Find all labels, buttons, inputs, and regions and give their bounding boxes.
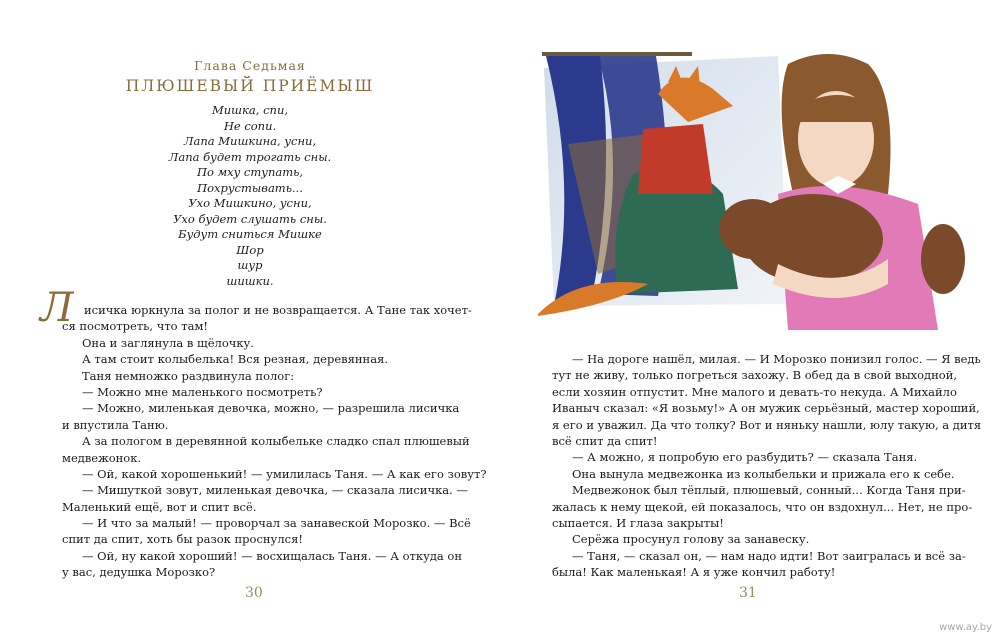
poem-line: Лапа Мишкина, усни, bbox=[183, 134, 317, 148]
text-line: А за пологом в деревянной колыбельке сладко спал плюшевый bbox=[82, 434, 470, 449]
text-line: спит да спит, хоть бы разок проснулся! bbox=[62, 532, 303, 547]
curtain-rod bbox=[542, 52, 692, 56]
text-line: — На дороге нашёл, милая. — И Морозко понизил голос. — Я ведь bbox=[572, 352, 981, 366]
text-line: — И что за малый! — проворчал за занавеской Морозко. — Всё bbox=[82, 516, 471, 531]
text-line: Медвежонок был тёплый, плюшевый, сонный... Когда Таня при- bbox=[572, 483, 966, 498]
text-line: Таня немножко раздвинула полог: bbox=[82, 368, 295, 383]
page-number-left: 30 bbox=[245, 585, 263, 601]
poem-line: Мишка, спи, bbox=[211, 103, 289, 117]
text-line: Маленький ещё, вот и спит всё. bbox=[62, 499, 257, 514]
text-line: Она и заглянула в щёлочку. bbox=[82, 335, 254, 350]
text-line: и впустила Таню. bbox=[62, 417, 169, 432]
illustration-fox-and-girl-with-bear bbox=[538, 44, 964, 330]
first-line-text: исичка юркнула за полог и не возвращается. А Тане так хочет- bbox=[84, 303, 472, 317]
text-line: А там стоит колыбелька! Вся резная, деревянная. bbox=[82, 352, 388, 367]
text-line: жалась к нему щекой, ей показалось, что он вздохнул... Нет, не про- bbox=[552, 499, 973, 514]
text-line: сыпается. И глаза закрыты! bbox=[552, 515, 724, 530]
chapter-title: ПЛЮШЕВЫЙ ПРИЁМЫШ bbox=[125, 77, 375, 95]
text-line: была! Как маленькая! А я уже кончил работу! bbox=[552, 565, 836, 580]
text-line: — А можно, я попробую его разбудить? — сказала Таня. bbox=[572, 450, 918, 465]
poem-line: Будут сниться Мишке bbox=[178, 227, 322, 241]
poem-line: По мху ступать, bbox=[196, 165, 304, 179]
text-line: медвежонок. bbox=[62, 450, 142, 465]
poem-line: Не сопи. bbox=[223, 118, 277, 133]
poem-line: Ухо будет слушать сны. bbox=[173, 211, 327, 226]
text-line: — Можно мне маленького посмотреть? bbox=[82, 384, 323, 399]
poem-line: шишки. bbox=[226, 273, 274, 288]
page-number-right: 31 bbox=[739, 585, 757, 601]
text-line: — Таня, — сказал он, — нам надо идти! Вот заигралась и всё за- bbox=[572, 548, 966, 563]
text-line: у вас, дедушка Морозко? bbox=[62, 565, 216, 580]
left-lines bbox=[62, 318, 487, 580]
text-line: Иваныч сказал: «Я возьму!» А он мужик серьёзный, мастер хороший, bbox=[552, 401, 980, 416]
text-line: — Можно, миленькая девочка, можно, — разрешила лисичка bbox=[82, 401, 460, 416]
chapter-label: Глава Седьмая bbox=[194, 58, 306, 73]
text-line: — Ой, какой хорошенький! — умилилась Таня. — А как его зовут? bbox=[82, 466, 487, 481]
right-body-text bbox=[552, 351, 982, 580]
text-line: я его и уважил. Да что толку? Вот и няньку нашли, юлу такую, а дитя bbox=[552, 417, 982, 432]
left-body-text bbox=[40, 285, 487, 581]
poem bbox=[0, 103, 500, 289]
text-line: всё спит да спит! bbox=[552, 433, 658, 448]
poem-line: шур bbox=[237, 258, 263, 272]
drop-cap: Л bbox=[40, 285, 74, 331]
poem-line: Лапа будет трогать сны. bbox=[168, 149, 332, 164]
text-line: тут не живу, только погреться захожу. В обед да в свой выходной, bbox=[552, 368, 958, 383]
right-lines bbox=[552, 351, 982, 580]
text-line: ся посмотреть, что там! bbox=[62, 319, 209, 334]
text-line: Она вынула медвежонка из колыбельки и прижала его к себе. bbox=[572, 466, 955, 481]
poem-line: Похрустывать... bbox=[197, 180, 303, 195]
text-line: если хозяин отпустит. Мне малого и девать-то некуда. А Михайло bbox=[552, 384, 957, 399]
poem-line: Ухо Мишкино, усни, bbox=[188, 196, 312, 210]
fox-shawl bbox=[638, 124, 713, 194]
text-line: Серёжа просунул голову за занавеску. bbox=[572, 532, 810, 547]
watermark: www.ay.by bbox=[939, 622, 992, 633]
text-line: — Ой, ну какой хороший! — восхищалась Таня. — А откуда он bbox=[82, 548, 463, 563]
text-line: — Мишуткой зовут, миленькая девочка, — сказала лисичка. — bbox=[82, 483, 468, 498]
poem-line: Шор bbox=[236, 242, 264, 257]
